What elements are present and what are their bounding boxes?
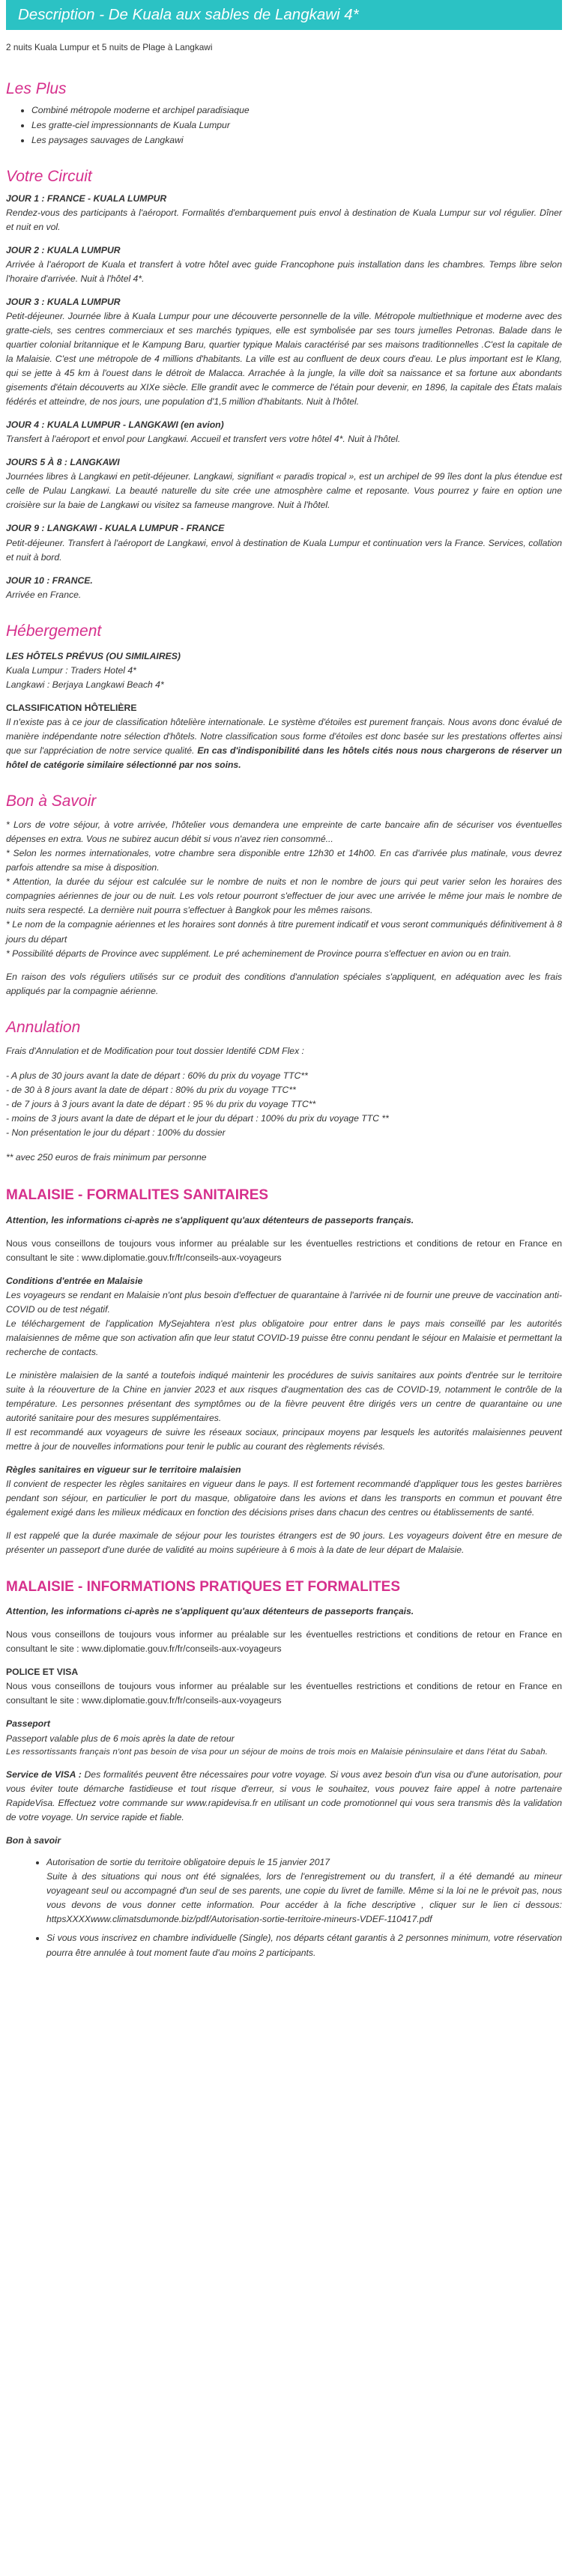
day-text: Petit-déjeuner. Journée libre à Kuala Lumpur pour une découverte personnelle de la ville. Métropole multiethnique et moderne avec des gratte-ciels, ses centres commerciaux et ses marchés typiques, elle est symbolisée par ses tours jumelles Petronas. Balade dans le quartier colonial britannique et le Kampung Baru, quartier typique Malais caractérisé par ses maisons traditionnelles .C'est la capitale de la Malaisie. C'est une métropole de 4 millions d'habitants. La ville est au confluent de deux cours d'eau. Le plus important est le Klang, qui se jette à 45 km à l'ouest dans le détroit de Malacca. Arrachée à la jungle, la ville doit sa naissance et sa fortune aux abondants gisements d'étain découverts au XIXe siècle. Elle grandit avec le commerce de l'étain pour devenir, en 1896, la capitale des États malais fédérés et atteindre, de nos jours, une population d'1,5 million d'habitants. Nuit à l'hôtel. [6,311,562,407]
note-line: * Selon les normes internationales, votre chambre sera disponible entre 12h30 et 14h00. En cas d'arrivée plus matinale, vous devrez parfois attendre sa mise à disposition. [6,848,562,873]
day-block [6,418,562,446]
note-line: * Lors de votre séjour, à votre arrivée, l'hôtelier vous demandera une empreinte de carte bancaire afin de sécuriser vos éventuelles dépenses en extra. Vous ne subirez aucun débit si vous n'avez rien consommé... [6,819,562,845]
ministry-text: Il est recommandé aux voyageurs de suivre les réseaux sociaux, principaux moyens par lesquels les autorités malaisiennes peuvent mettre à jour de nouvelles informations pour tenir le public au courant des règlements révisés. [6,1427,562,1452]
sanitaires-reminder: Il est rappelé que la durée maximale de séjour pour les touristes étrangers est de 90 jours. Les voyageurs doivent être en mesure de présenter un passeport d'une durée de validité au moins supérieure à 6 mois à la date de leur départ de Malaisie. [6,1530,562,1556]
day-text: Transfert à l'aéroport et envol pour Langkawi. Accueil et transfert vers votre hôtel 4*. Nuit à l'hôtel. [6,434,401,445]
hotel-line: Langkawi : Berjaya Langkawi Beach 4* [6,679,164,690]
known-item: • Si vous vous inscrivez en chambre individuelle (Single), nos départs cétant garantis à 2 personnes minimum, votre réservation pourra être annulée à tout moment faute d'au moins 2 participants. [46,1931,562,1960]
plus-section [6,79,562,147]
annulation-line: - Non présentation le jour du départ : 100% du dossier [6,1127,226,1138]
day-title: JOUR 9 : LANGKAWI - KUALA LUMPUR - FRANCE [6,523,225,534]
passport-note: Les ressortissants français n'ont pas besoin de visa pour un séjour de moins de trois mois en Malaisie péninsulaire et dans l'état du Sabah. [6,1747,549,1757]
day-block [6,243,562,286]
day-block [6,455,562,512]
bon-savoir-section [6,792,562,998]
hotels-title: LES HÔTELS PRÉVUS (OU SIMILAIRES) [6,650,181,661]
day-title: JOURS 5 À 8 : LANGKAWI [6,457,120,468]
annulation-line: - de 30 à 8 jours avant la date de départ : 80% du prix du voyage TTC** [6,1084,296,1095]
day-block [6,574,562,602]
known-title: Bon à savoir [6,1835,61,1846]
bon-savoir-heading: Bon à Savoir [6,793,97,810]
known-item: • Autorisation de sortie du territoire obligatoire depuis le 15 janvier 2017 Suite à des situations qui nous ont été signalées, lors de l'enregistrement ou du transfert, il a été demandé au mineur voyageant seul ou accompagné d'un seul de ses parents, une copie du livret de famille. Même si la loi ne le prévoit pas, nous vous devons de vous donner cette information. Pour accéder à la fiche descriptive , cliquer sur le lien ci dessous: httpsXXXXwww.climatsdumonde.biz/pdf/Autorisation-sortie-territoire-mineurs-VDEF-110417.pdf [46,1855,562,1927]
passport-title: Passeport [6,1718,50,1730]
entry-text: Les voyageurs se rendant en Malaisie n'ont plus besoin d'effectuer de quarantaine à l'arrivée ni de fournir une preuve de vaccination anti-COVID ou de test négatif. [6,1289,562,1315]
pratiques-attention: Attention, les informations ci-après ne s'appliquent qu'aux détenteurs de passeports français. [6,1606,414,1617]
day-text: Petit-déjeuner. Transfert à l'aéroport de Langkawi, envol à destination de Kuala Lumpur et continuation vers la France. Services, collation et nuit à bord. [6,537,562,563]
classification-body: Il n'existe pas à ce jour de classification hôtelière internationale. Le système d'étoiles est purement français. Nous avons donc évalué de manière indépendante notre sélection d'hôtels. Notre classification sous forme d'étoiles est donc basée sur les prestations offertes ainsi que sur l'appréciation de notre service qualité. [6,716,562,757]
day-title: JOUR 3 : KUALA LUMPUR [6,297,121,308]
ministry-text: Le ministère malaisien de la santé a toutefois indiqué maintenir les procédures de suivis sanitaires aux points d'entrée sur le territoire suite à la réouverture de la Chine en janvier 2023 et aux risques d'augmentation des cas de COVID-19, notamment le contrôle de la température. Les personnes présentant des symptômes ou de la fièvre peuvent être dirigés vers un centre de quarantaine ou une autorité sanitaire pour des mesures supplémentaires. [6,1370,562,1424]
visa-text: Des formalités peuvent être nécessaires pour votre voyage. Si vous avez besoin d'un visa ou d'une autorisation, pour vous éviter toute démarche fastidieuse et tout risque d'erreur, si vous le souhaitez, vous pouvez faire appel à notre partenaire RapideVisa. Effectuez votre commande sur www.rapidevisa.fr en utilisant un code promotionnel qui vous sera transmis dès la validation de votre voyage. Un service rapide et fiable. [6,1769,562,1823]
day-block [6,192,562,234]
visa-block [6,1768,562,1825]
pratiques-section [6,1579,562,1960]
day-title: JOUR 4 : KUALA LUMPUR - LANGKAWI (en avion) [6,419,224,431]
day-text: Journées libres à Langkawi en petit-déjeuner. Langkawi, signifiant « paradis tropical », est un archipel de 99 îles dont la plus étendue est celle de Pulau Langkawi. La beauté naturelle du site crée une atmosphère calme et reposante. Vous pourrez y faire en option une croisière sur la baie de Langkawi ou visitez sa fameuse mangrove. Nuit à l'hôtel. [6,471,562,511]
day-block [6,295,562,409]
annulation-section [6,1018,562,1165]
sanitaires-intro: Nous vous conseillons de toujours vous informer au préalable sur les éventuelles restrictions et conditions de retour en France en consultant le site : www.diplomatie.gouv.fr/fr/conseils-aux-voyageurs [6,1237,562,1263]
day-title: JOUR 2 : KUALA LUMPUR [6,244,121,255]
annulation-note: ** avec 250 euros de frais minimum par personne [6,1152,207,1163]
note-line: * Le nom de la compagnie aériennes et les horaires sont donnés à titre purement indicatif et vous seront communiqués définitivement à 8 jours du départ [6,919,562,945]
classification-title: CLASSIFICATION HÔTELIÈRE [6,702,137,713]
plus-heading: Les Plus [6,80,67,98]
day-block [6,521,562,564]
bon-savoir-notes [6,818,562,960]
classification-note: En cas d'indisponibilité dans les hôtels cités nous nous chargerons de réserver un hôtel de catégorie similaire sélectionné par nos soins. [6,745,562,771]
day-title: JOUR 10 : FRANCE. [6,575,93,586]
sanitaires-heading: MALAISIE - FORMALITES SANITAIRES [6,1187,269,1204]
police-title: POLICE ET VISA [6,1667,79,1678]
pratiques-heading: MALAISIE - INFORMATIONS PRATIQUES ET FORMALITES [6,1578,401,1595]
pratiques-intro: Nous vous conseillons de toujours vous informer au préalable sur les éventuelles restrictions et conditions de retour en France en consultant le site : www.diplomatie.gouv.fr/fr/conseils-aux-voyageurs [6,1629,562,1655]
hebergement-section [6,622,562,772]
page-title: Description - De Kuala aux sables de Langkawi 4* [6,0,562,30]
sanitaires-attention: Attention, les informations ci-après ne s'appliquent qu'aux détenteurs de passeports français. [6,1214,414,1225]
day-text: Arrivée à l'aéroport de Kuala et transfert à votre hôtel avec guide Francophone puis installation dans les chambres. Temps libre selon l'horaire d'arrivée. Nuit à l'hôtel 4*. [6,258,562,285]
visa-label: Service de VISA : [6,1769,82,1781]
hebergement-heading: Hébergement [6,622,102,640]
entry-title: Conditions d'entrée en Malaisie [6,1275,143,1286]
trip-summary: 2 nuits Kuala Lumpur et 5 nuits de Plage à Langkawi [6,42,213,52]
day-text: Arrivée en France. [6,589,82,600]
bon-savoir-footer: En raison des vols réguliers utilisés sur ce produit des conditions d'annulation spéciales s'appliquent, en adéquation avec les frais appliqués par la compagnie aérienne. [6,971,562,996]
sanitaires-section [6,1187,562,1557]
passport-text: Passeport valable plus de 6 mois après la date de retour [6,1733,235,1744]
day-text: Rendez-vous des participants à l'aéroport. Formalités d'embarquement puis envol à destination de Kuala Lumpur sur vol régulier. Dîner et nuit en vol. [6,207,562,232]
rules-title: Règles sanitaires en vigueur sur le territoire malaisien [6,1464,241,1476]
plus-item: • Les gratte-ciel impressionnants de Kuala Lumpur [31,118,562,133]
annulation-line: - moins de 3 jours avant la date de départ et le jour du départ : 100% du prix du voyage TTC ** [6,1112,389,1124]
note-line: * Possibilité départs de Province avec supplément. Le pré acheminement de Province pourra s'effectuer en avion ou en train. [6,948,512,959]
note-line: * Attention, la durée du séjour est calculée sur le nombre de nuits et non le nombre de jours qui peut varier selon les horaires des compagnies aériennes de jour ou de nuit. Les vols retour pourront s'effectuer de jour avec une arrivée le même jour mais le nombre de nuits sera respecté. La dernière nuit pourra s'effectuer à Bangkok pour les mêmes raisons. [6,876,562,916]
plus-item: • Combiné métropole moderne et archipel paradisiaque [31,103,562,118]
annulation-line: - de 7 jours à 3 jours avant la date de départ : 95 % du prix du voyage TTC** [6,1098,316,1109]
entry-text: Le téléchargement de l'application MySejahtera n'est plus obligatoire pour entrer dans le pays mais conseillé par les autorités malaisiennes de même que son activation afin que leur statut COVID-19 puisse être connu pendant le séjour en Malaisie et permettant la recherche de contacts. [6,1318,562,1358]
known-list [6,1855,562,1960]
annulation-line: - A plus de 30 jours avant la date de départ : 60% du prix du voyage TTC** [6,1070,308,1081]
day-title: JOUR 1 : FRANCE - KUALA LUMPUR [6,193,167,204]
circuit-heading: Votre Circuit [6,167,92,185]
plus-list [6,103,562,148]
hotel-line: Kuala Lumpur : Traders Hotel 4* [6,664,136,676]
circuit-section [6,167,562,602]
police-text: Nous vous conseillons de toujours vous informer au préalable sur les éventuelles restrictions et conditions de retour en France en consultant le site : www.diplomatie.gouv.fr/fr/conseils-aux-voyageurs [6,1681,562,1706]
classification-text [6,715,562,772]
annulation-intro: Frais d'Annulation et de Modification pour tout dossier Identifé CDM Flex : [6,1045,304,1056]
annulation-heading: Annulation [6,1018,81,1036]
rules-text: Il convient de respecter les règles sanitaires en vigueur dans le pays. Il est fortement recommandé d'appliquer tous les gestes barrières pendant son séjour, en particulier le port du masque, obligatoire dans les avions et dans les transports en commun et pouvant être également exigé dans les milieux médicaux en fonction des décisions prises dans chacun des centres ou établissements de santé. [6,1479,562,1518]
plus-item: • Les paysages sauvages de Langkawi [31,133,562,148]
